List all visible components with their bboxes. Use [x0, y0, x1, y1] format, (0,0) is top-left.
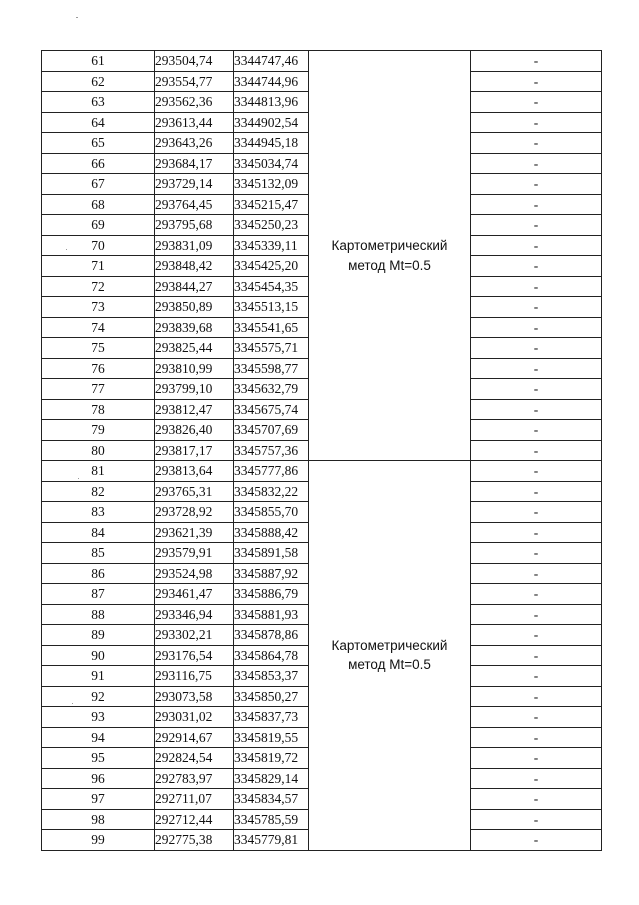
- x-coordinate-cell: 293826,40: [155, 420, 234, 441]
- note-cell: -: [471, 604, 602, 625]
- note-cell: -: [471, 174, 602, 195]
- y-coordinate-cell: 3344945,18: [234, 133, 309, 154]
- x-coordinate-cell: 293613,44: [155, 112, 234, 133]
- note-cell: -: [471, 645, 602, 666]
- note-cell: -: [471, 543, 602, 564]
- y-coordinate-cell: 3345675,74: [234, 399, 309, 420]
- x-coordinate-cell: 293461,47: [155, 584, 234, 605]
- y-coordinate-cell: 3345878,86: [234, 625, 309, 646]
- y-coordinate-cell: 3345632,79: [234, 379, 309, 400]
- note-cell: -: [471, 830, 602, 851]
- x-coordinate-cell: 293728,92: [155, 502, 234, 523]
- x-coordinate-cell: 293031,02: [155, 707, 234, 728]
- y-coordinate-cell: 3344744,96: [234, 71, 309, 92]
- note-cell: -: [471, 522, 602, 543]
- x-coordinate-cell: 293346,94: [155, 604, 234, 625]
- y-coordinate-cell: 3345339,11: [234, 235, 309, 256]
- method-cell: [309, 461, 471, 851]
- note-cell: -: [471, 502, 602, 523]
- point-number-cell: 78: [42, 399, 155, 420]
- note-cell: -: [471, 92, 602, 113]
- y-coordinate-cell: 3345888,42: [234, 522, 309, 543]
- note-cell: -: [471, 51, 602, 72]
- y-coordinate-cell: 3345837,73: [234, 707, 309, 728]
- note-cell: -: [471, 666, 602, 687]
- x-coordinate-cell: 293813,64: [155, 461, 234, 482]
- y-coordinate-cell: 3345575,71: [234, 338, 309, 359]
- y-coordinate-cell: 3345785,59: [234, 809, 309, 830]
- point-number-cell: 73: [42, 297, 155, 318]
- coordinates-table-body: [42, 51, 602, 851]
- coordinates-table: [41, 50, 602, 851]
- table-row: [42, 51, 602, 72]
- x-coordinate-cell: 293116,75: [155, 666, 234, 687]
- point-number-cell: 61: [42, 51, 155, 72]
- y-coordinate-cell: 3345132,09: [234, 174, 309, 195]
- note-cell: -: [471, 481, 602, 502]
- note-cell: -: [471, 297, 602, 318]
- point-number-cell: 65: [42, 133, 155, 154]
- y-coordinate-cell: 3345819,72: [234, 748, 309, 769]
- y-coordinate-cell: 3345425,20: [234, 256, 309, 277]
- note-cell: -: [471, 153, 602, 174]
- y-coordinate-cell: 3345832,22: [234, 481, 309, 502]
- y-coordinate-cell: 3345034,74: [234, 153, 309, 174]
- x-coordinate-cell: 293524,98: [155, 563, 234, 584]
- point-number-cell: 74: [42, 317, 155, 338]
- point-number-cell: 88: [42, 604, 155, 625]
- note-cell: -: [471, 563, 602, 584]
- x-coordinate-cell: 293812,47: [155, 399, 234, 420]
- note-cell: -: [471, 440, 602, 461]
- x-coordinate-cell: 293621,39: [155, 522, 234, 543]
- point-number-cell: 95: [42, 748, 155, 769]
- x-coordinate-cell: 293562,36: [155, 92, 234, 113]
- y-coordinate-cell: 3345819,55: [234, 727, 309, 748]
- y-coordinate-cell: 3345834,57: [234, 789, 309, 810]
- note-cell: -: [471, 133, 602, 154]
- note-cell: -: [471, 461, 602, 482]
- point-number-cell: 77: [42, 379, 155, 400]
- point-number-cell: 66: [42, 153, 155, 174]
- x-coordinate-cell: 292824,54: [155, 748, 234, 769]
- x-coordinate-cell: 293073,58: [155, 686, 234, 707]
- point-number-cell: 70: [42, 235, 155, 256]
- x-coordinate-cell: 293825,44: [155, 338, 234, 359]
- point-number-cell: 98: [42, 809, 155, 830]
- point-number-cell: 72: [42, 276, 155, 297]
- x-coordinate-cell: 292711,07: [155, 789, 234, 810]
- x-coordinate-cell: 293850,89: [155, 297, 234, 318]
- point-number-cell: 96: [42, 768, 155, 789]
- note-cell: -: [471, 420, 602, 441]
- point-number-cell: 83: [42, 502, 155, 523]
- point-number-cell: 81: [42, 461, 155, 482]
- x-coordinate-cell: 292712,44: [155, 809, 234, 830]
- x-coordinate-cell: 293579,91: [155, 543, 234, 564]
- x-coordinate-cell: 292914,67: [155, 727, 234, 748]
- table-row: [42, 461, 602, 482]
- note-cell: -: [471, 707, 602, 728]
- y-coordinate-cell: 3345864,78: [234, 645, 309, 666]
- y-coordinate-cell: 3345215,47: [234, 194, 309, 215]
- y-coordinate-cell: 3345829,14: [234, 768, 309, 789]
- x-coordinate-cell: 293795,68: [155, 215, 234, 236]
- note-cell: -: [471, 112, 602, 133]
- x-coordinate-cell: 293799,10: [155, 379, 234, 400]
- method-name-line: Картометрический: [331, 637, 448, 653]
- y-coordinate-cell: 3345454,35: [234, 276, 309, 297]
- y-coordinate-cell: 3345757,36: [234, 440, 309, 461]
- x-coordinate-cell: 293831,09: [155, 235, 234, 256]
- x-coordinate-cell: 293554,77: [155, 71, 234, 92]
- point-number-cell: 89: [42, 625, 155, 646]
- note-cell: -: [471, 399, 602, 420]
- point-number-cell: 63: [42, 92, 155, 113]
- point-number-cell: 80: [42, 440, 155, 461]
- note-cell: -: [471, 256, 602, 277]
- note-cell: -: [471, 338, 602, 359]
- note-cell: -: [471, 317, 602, 338]
- note-cell: -: [471, 194, 602, 215]
- x-coordinate-cell: 293765,31: [155, 481, 234, 502]
- x-coordinate-cell: 293729,14: [155, 174, 234, 195]
- x-coordinate-cell: 293848,42: [155, 256, 234, 277]
- point-number-cell: 69: [42, 215, 155, 236]
- x-coordinate-cell: 293504,74: [155, 51, 234, 72]
- point-number-cell: 90: [42, 645, 155, 666]
- y-coordinate-cell: 3345891,58: [234, 543, 309, 564]
- y-coordinate-cell: 3344902,54: [234, 112, 309, 133]
- x-coordinate-cell: 293839,68: [155, 317, 234, 338]
- point-number-cell: 92: [42, 686, 155, 707]
- point-number-cell: 71: [42, 256, 155, 277]
- note-cell: -: [471, 748, 602, 769]
- point-number-cell: 68: [42, 194, 155, 215]
- note-cell: -: [471, 276, 602, 297]
- note-cell: -: [471, 584, 602, 605]
- y-coordinate-cell: 3345881,93: [234, 604, 309, 625]
- method-name-line: Картометрический: [331, 238, 448, 253]
- y-coordinate-cell: 3345250,23: [234, 215, 309, 236]
- point-number-cell: 64: [42, 112, 155, 133]
- x-coordinate-cell: 292783,97: [155, 768, 234, 789]
- point-number-cell: 79: [42, 420, 155, 441]
- y-coordinate-cell: 3345855,70: [234, 502, 309, 523]
- x-coordinate-cell: 293684,17: [155, 153, 234, 174]
- y-coordinate-cell: 3345598,77: [234, 358, 309, 379]
- point-number-cell: 82: [42, 481, 155, 502]
- point-number-cell: 87: [42, 584, 155, 605]
- y-coordinate-cell: 3345850,27: [234, 686, 309, 707]
- point-number-cell: 93: [42, 707, 155, 728]
- y-coordinate-cell: 3345779,81: [234, 830, 309, 851]
- point-number-cell: 75: [42, 338, 155, 359]
- note-cell: -: [471, 215, 602, 236]
- y-coordinate-cell: 3344813,96: [234, 92, 309, 113]
- point-number-cell: 86: [42, 563, 155, 584]
- point-number-cell: 62: [42, 71, 155, 92]
- x-coordinate-cell: 293643,26: [155, 133, 234, 154]
- point-number-cell: 99: [42, 830, 155, 851]
- note-cell: -: [471, 235, 602, 256]
- y-coordinate-cell: 3345541,65: [234, 317, 309, 338]
- note-cell: -: [471, 71, 602, 92]
- x-coordinate-cell: 292775,38: [155, 830, 234, 851]
- y-coordinate-cell: 3345853,37: [234, 666, 309, 687]
- method-accuracy-line: метод Mt=0.5: [348, 257, 431, 273]
- x-coordinate-cell: 293817,17: [155, 440, 234, 461]
- y-coordinate-cell: 3345513,15: [234, 297, 309, 318]
- x-coordinate-cell: 293176,54: [155, 645, 234, 666]
- y-coordinate-cell: 3344747,46: [234, 51, 309, 72]
- y-coordinate-cell: 3345886,79: [234, 584, 309, 605]
- point-number-cell: 76: [42, 358, 155, 379]
- note-cell: -: [471, 768, 602, 789]
- point-number-cell: 97: [42, 789, 155, 810]
- scan-speck: [76, 17, 78, 18]
- note-cell: -: [471, 727, 602, 748]
- y-coordinate-cell: 3345887,92: [234, 563, 309, 584]
- point-number-cell: 94: [42, 727, 155, 748]
- note-cell: -: [471, 809, 602, 830]
- y-coordinate-cell: 3345777,86: [234, 461, 309, 482]
- note-cell: -: [471, 358, 602, 379]
- point-number-cell: 67: [42, 174, 155, 195]
- note-cell: -: [471, 625, 602, 646]
- note-cell: -: [471, 686, 602, 707]
- x-coordinate-cell: 293302,21: [155, 625, 234, 646]
- x-coordinate-cell: 293764,45: [155, 194, 234, 215]
- x-coordinate-cell: 293810,99: [155, 358, 234, 379]
- point-number-cell: 85: [42, 543, 155, 564]
- x-coordinate-cell: 293844,27: [155, 276, 234, 297]
- point-number-cell: 91: [42, 666, 155, 687]
- note-cell: -: [471, 789, 602, 810]
- method-cell: [309, 51, 471, 461]
- method-accuracy-line: метод Mt=0.5: [348, 657, 431, 673]
- y-coordinate-cell: 3345707,69: [234, 420, 309, 441]
- point-number-cell: 84: [42, 522, 155, 543]
- note-cell: -: [471, 379, 602, 400]
